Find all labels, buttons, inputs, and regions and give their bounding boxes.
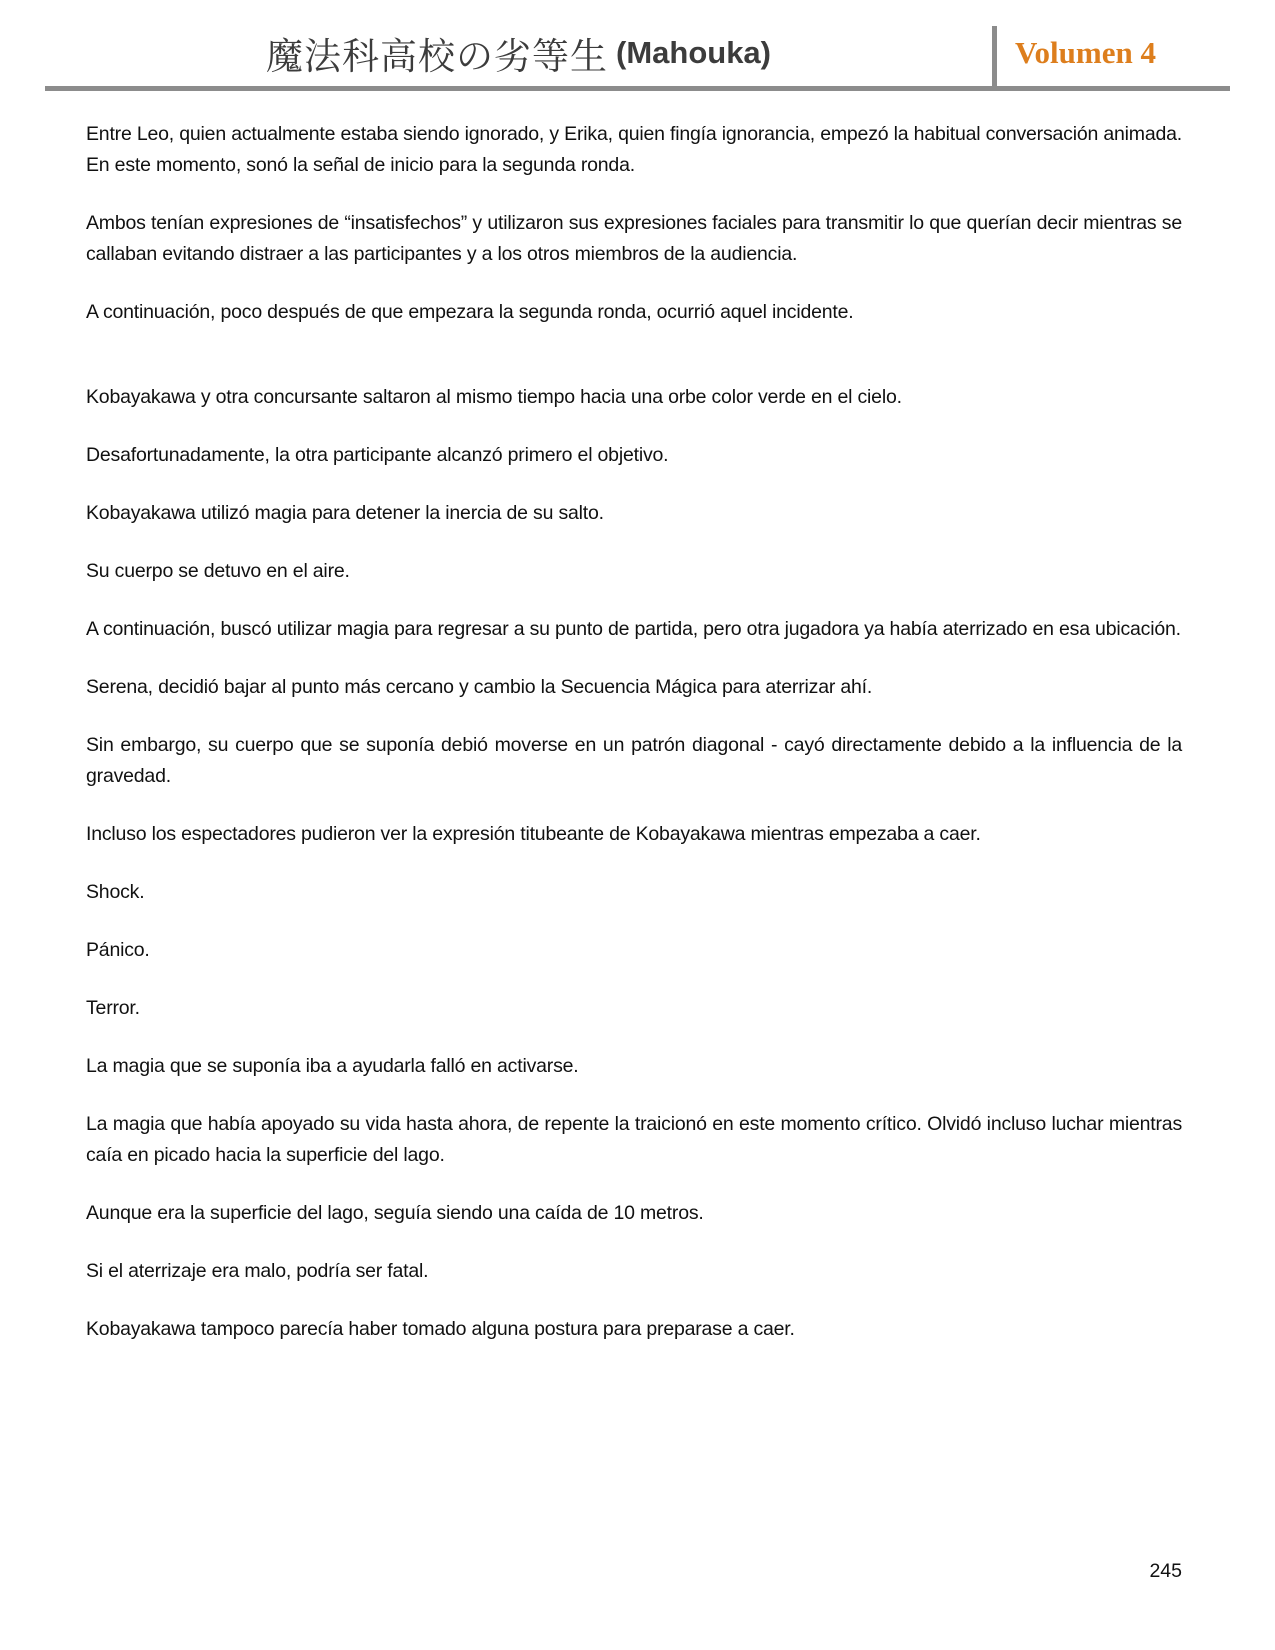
paragraph: Kobayakawa utilizó magia para detener la inercia de su salto.: [86, 502, 604, 524]
paragraph: Entre Leo, quien actualmente estaba siendo ignorado, y Erika, quien fingía ignorancia, empezó la habitual conversación animada. En este momento, sonó la señal de inicio para la segunda ronda.: [86, 123, 1182, 176]
paragraph: Desafortunadamente, la otra participante alcanzó primero el objetivo.: [86, 444, 669, 466]
paragraph: La magia que había apoyado su vida hasta ahora, de repente la traicionó en este momento crítico. Olvidó incluso luchar mientras caía en picado hacia la superficie del lago.: [86, 1113, 1182, 1166]
paragraph: Sin embargo, su cuerpo que se suponía debió moverse en un patrón diagonal - cayó directamente debido a la influencia de la gravedad.: [86, 734, 1182, 787]
paragraph: Shock.: [86, 881, 145, 903]
body-text: [0, 91, 1275, 1345]
paragraph: Ambos tenían expresiones de “insatisfechos” y utilizaron sus expresiones faciales para transmitir lo que querían decir mientras se callaban evitando distraer a las participantes y a los otros miembros de la audiencia.: [86, 212, 1182, 265]
paragraph: Incluso los espectadores pudieron ver la expresión titubeante de Kobayakawa mientras empezaba a caer.: [86, 823, 981, 845]
paragraph: A continuación, buscó utilizar magia para regresar a su punto de partida, pero otra jugadora ya había aterrizado en esa ubicación.: [86, 618, 1181, 640]
paragraph: La magia que se suponía iba a ayudarla falló en activarse.: [86, 1055, 579, 1077]
page-footer: [0, 1560, 1182, 1583]
paragraph: Kobayakawa tampoco parecía haber tomado alguna postura para preparase a caer.: [86, 1318, 795, 1340]
paragraph: A continuación, poco después de que empezara la segunda ronda, ocurrió aquel incidente.: [86, 301, 854, 323]
series-title-romanized: (Mahouka): [616, 35, 771, 70]
paragraph: Su cuerpo se detuvo en el aire.: [86, 560, 350, 582]
series-title-japanese: 魔法科高校の劣等生: [266, 35, 608, 78]
paragraph: Pánico.: [86, 939, 150, 961]
volume-box: [992, 26, 1230, 86]
header-title: [45, 26, 992, 86]
paragraph: Terror.: [86, 997, 140, 1019]
page-number: 245: [1149, 1560, 1182, 1582]
paragraph: Si el aterrizaje era malo, podría ser fatal.: [86, 1260, 429, 1282]
paragraph: Aunque era la superficie del lago, seguía siendo una caída de 10 metros.: [86, 1202, 704, 1224]
paragraph: Serena, decidió bajar al punto más cercano y cambio la Secuencia Mágica para aterrizar ahí.: [86, 676, 873, 698]
volume-label: Volumen 4: [1015, 35, 1156, 70]
page-header: [45, 0, 1230, 91]
paragraph: Kobayakawa y otra concursante saltaron al mismo tiempo hacia una orbe color verde en el cielo.: [86, 386, 902, 408]
